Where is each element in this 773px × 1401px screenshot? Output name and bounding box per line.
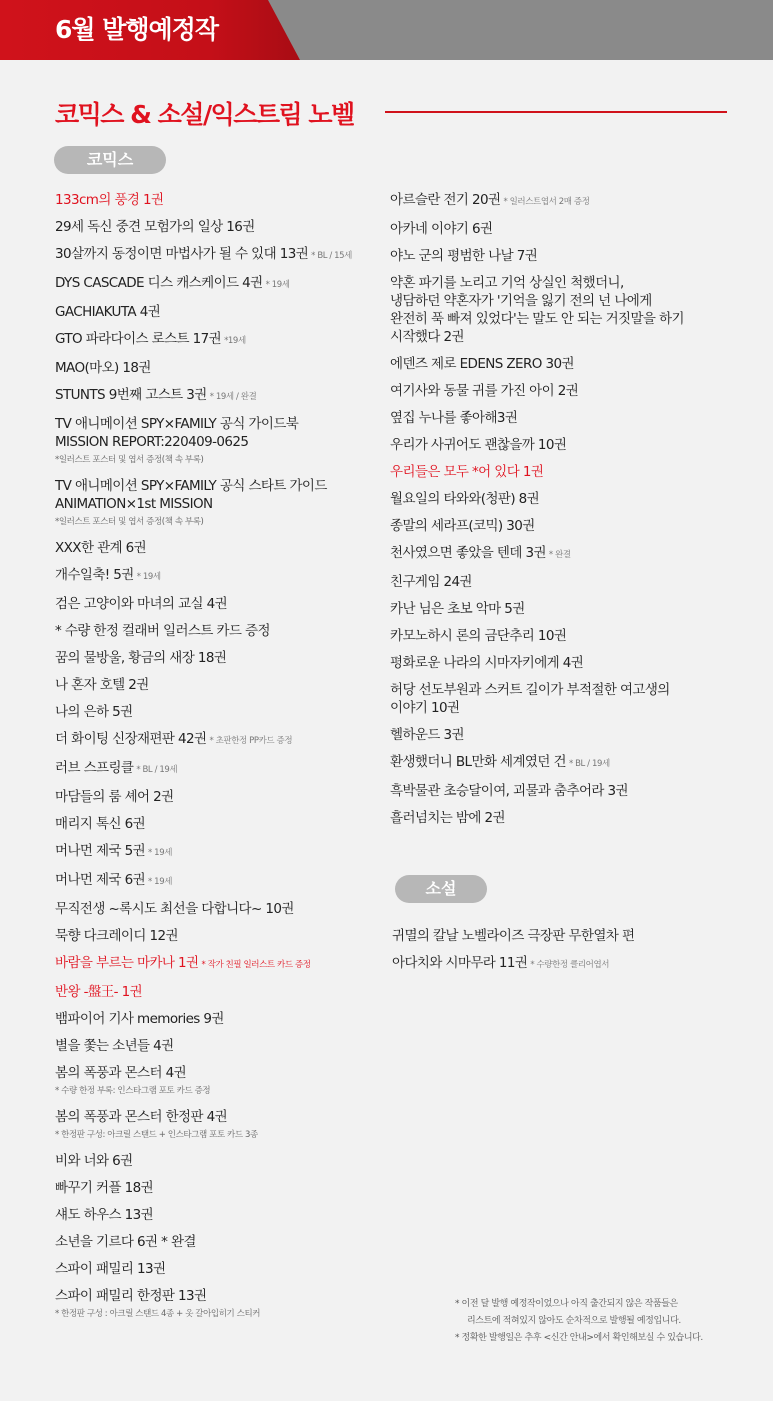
list-item bbox=[390, 187, 755, 216]
item-subnote: * 한정판 구성 : 아크릴 스탠드 4종 + 옷 갈아입히기 스티커 bbox=[55, 1309, 261, 1319]
item-title: 헬하운드 3권 bbox=[390, 727, 464, 743]
comics-category-label: 코믹스 bbox=[54, 146, 166, 174]
item-title: 흘러넘치는 밤에 2권 bbox=[390, 810, 505, 826]
item-title: 빠꾸기 커플 18권 bbox=[55, 1180, 154, 1196]
list-item bbox=[55, 672, 385, 699]
list-item bbox=[390, 722, 755, 749]
list-item bbox=[390, 623, 755, 650]
list-item bbox=[55, 1256, 385, 1283]
list-item bbox=[55, 355, 385, 382]
item-title: TV 애니메이션 SPY×FAMILY 공식 가이드북 MISSION REPORT:220409-0625 bbox=[55, 416, 299, 450]
list-item bbox=[55, 811, 385, 838]
list-item bbox=[55, 473, 385, 535]
list-item bbox=[390, 351, 755, 378]
list-item bbox=[55, 1033, 385, 1060]
list-item bbox=[390, 805, 755, 832]
comics-list-right bbox=[390, 187, 755, 832]
footnote-line: 리스트에 적혀있지 않아도 순차적으로 발행될 예정입니다. bbox=[467, 1316, 681, 1326]
item-title: 검은 고양이와 마녀의 교실 4권 bbox=[55, 596, 228, 612]
item-title: 월요일의 타와와(청판) 8권 bbox=[390, 491, 540, 507]
item-title: 소년을 기르다 6권 * 완결 bbox=[55, 1234, 196, 1250]
item-title: MAO(마오) 18권 bbox=[55, 360, 151, 376]
item-note: * 19세 bbox=[148, 877, 173, 887]
item-title: 러브 스프링클 bbox=[55, 760, 134, 776]
item-subnote: * 한정판 구성: 아크릴 스탠드 + 인스타그램 포토 카드 3종 bbox=[55, 1130, 258, 1140]
list-item bbox=[392, 923, 762, 950]
item-title: GACHIAKUTA 4권 bbox=[55, 304, 161, 320]
item-title: 나 혼자 호텔 2권 bbox=[55, 677, 149, 693]
list-item bbox=[55, 755, 385, 784]
footnote-line: * 이전 달 발행 예정작이었으나 아직 출간되지 않은 작품들은 bbox=[455, 1299, 678, 1309]
list-item bbox=[55, 1283, 385, 1327]
list-item bbox=[55, 241, 385, 270]
item-title: 우리가 사귀어도 괜찮을까 10권 bbox=[390, 437, 567, 453]
list-item bbox=[55, 299, 385, 326]
list-item bbox=[390, 378, 755, 405]
novel-list bbox=[392, 923, 762, 979]
list-item bbox=[55, 1060, 385, 1104]
list-item bbox=[55, 867, 385, 896]
list-item bbox=[390, 677, 755, 722]
item-note: * 19세 bbox=[265, 280, 290, 290]
list-item bbox=[390, 216, 755, 243]
item-title: 허당 선도부원과 스커트 길이가 부적절한 여고생의 이야기 10권 bbox=[390, 682, 670, 716]
list-item bbox=[55, 535, 385, 562]
list-item bbox=[55, 382, 385, 411]
list-item bbox=[390, 569, 755, 596]
list-item bbox=[55, 923, 385, 950]
item-title: 꿈의 물방울, 황금의 새장 18권 bbox=[55, 650, 227, 666]
item-note: * 19세 / 완결 bbox=[209, 392, 257, 402]
item-title: 야노 군의 평범한 나날 7권 bbox=[390, 248, 538, 264]
item-title: 나의 은하 5권 bbox=[55, 704, 133, 720]
list-item bbox=[55, 214, 385, 241]
item-note: * BL / 19세 bbox=[136, 765, 178, 775]
item-note: * 19세 bbox=[136, 572, 161, 582]
list-item bbox=[390, 650, 755, 677]
list-item bbox=[55, 1175, 385, 1202]
item-title: 스파이 패밀리 한정판 13권 bbox=[55, 1288, 207, 1304]
item-title: 아르슬란 전기 20권 bbox=[390, 192, 501, 208]
list-item bbox=[55, 591, 385, 618]
item-title: 별을 쫓는 소년들 4권 bbox=[55, 1038, 174, 1054]
item-title: * 수량 한정 컬래버 일러스트 카드 증정 bbox=[55, 623, 270, 639]
list-item bbox=[390, 405, 755, 432]
item-title: 귀멸의 칼날 노벨라이즈 극장판 무한열차 편 bbox=[392, 928, 635, 944]
item-title: 133cm의 풍경 1권 bbox=[55, 192, 164, 208]
item-title: 묵향 다크레이디 12권 bbox=[55, 928, 178, 944]
list-item bbox=[390, 596, 755, 623]
list-item bbox=[55, 270, 385, 299]
list-item bbox=[55, 411, 385, 473]
list-item bbox=[390, 513, 755, 540]
list-item bbox=[390, 459, 755, 486]
item-title: 섀도 하우스 13권 bbox=[55, 1207, 154, 1223]
item-title: 평화로운 나라의 시마자키에게 4권 bbox=[390, 655, 584, 671]
item-title: 여기사와 동물 귀를 가진 아이 2권 bbox=[390, 383, 579, 399]
item-title: 개수일축! 5권 bbox=[55, 567, 134, 583]
item-title: 반왕 -盤王- 1권 bbox=[55, 984, 143, 1000]
item-note: * 일러스트엽서 2매 증정 bbox=[503, 197, 590, 207]
item-title: 흑박물관 초승달이여, 괴물과 춤추어라 3권 bbox=[390, 783, 628, 799]
item-subnote: *일러스트 포스터 및 엽서 증정(책 속 부록) bbox=[55, 517, 204, 527]
item-title: 머나먼 제국 6권 bbox=[55, 872, 146, 888]
item-title: 뱀파이어 기사 memories 9권 bbox=[55, 1011, 224, 1027]
list-item bbox=[55, 1202, 385, 1229]
list-item bbox=[390, 749, 755, 778]
item-note: * BL / 19세 bbox=[568, 759, 610, 769]
list-item bbox=[55, 1229, 385, 1256]
list-item bbox=[55, 187, 385, 214]
item-title: TV 애니메이션 SPY×FAMILY 공식 스타트 가이드 ANIMATION×1st MISSION bbox=[55, 478, 327, 512]
item-title: 봄의 폭풍과 몬스터 한정판 4권 bbox=[55, 1109, 228, 1125]
list-item bbox=[390, 432, 755, 459]
item-title: 옆집 누나를 좋아해3권 bbox=[390, 410, 518, 426]
list-item bbox=[390, 243, 755, 270]
novel-category-label: 소설 bbox=[395, 875, 487, 903]
footnotes bbox=[455, 1296, 765, 1347]
item-title: 천사였으면 좋았을 텐데 3권 bbox=[390, 545, 546, 561]
list-item bbox=[55, 326, 385, 355]
item-title: 환생했더니 BL만화 세계였던 건 bbox=[390, 754, 566, 770]
item-note: * 완결 bbox=[548, 550, 571, 560]
list-item bbox=[390, 270, 755, 351]
list-item bbox=[55, 784, 385, 811]
list-item bbox=[55, 562, 385, 591]
item-note: * 19세 bbox=[148, 848, 173, 858]
item-subnote: *일러스트 포스터 및 엽서 증정(책 속 부록) bbox=[55, 455, 204, 465]
list-item bbox=[55, 1148, 385, 1175]
item-title: 친구게임 24권 bbox=[390, 574, 472, 590]
section-title: 코믹스 & 소설/익스트림 노벨 bbox=[55, 100, 354, 129]
list-item bbox=[55, 896, 385, 923]
item-title: 머나먼 제국 5권 bbox=[55, 843, 146, 859]
list-item bbox=[55, 645, 385, 672]
item-note: *19세 bbox=[224, 336, 246, 346]
item-subnote: * 수량 한정 부록: 인스타그램 포토 카드 증정 bbox=[55, 1086, 211, 1096]
footnote-line: * 정확한 발행일은 추후 <신간 안내>에서 확인해보실 수 있습니다. bbox=[455, 1333, 703, 1343]
item-title: STUNTS 9번째 고스트 3권 bbox=[55, 387, 207, 403]
list-item bbox=[55, 950, 385, 979]
item-title: 29세 독신 중견 모험가의 일상 16권 bbox=[55, 219, 255, 235]
banner-title: 6월 발행예정작 bbox=[55, 15, 218, 44]
list-item bbox=[392, 950, 762, 979]
list-item bbox=[55, 699, 385, 726]
list-item bbox=[55, 618, 385, 645]
item-title: XXX한 관계 6권 bbox=[55, 540, 147, 556]
item-title: GTO 파라다이스 로스트 17권 bbox=[55, 331, 222, 347]
item-title: 더 화이팅 신장재편판 42권 bbox=[55, 731, 207, 747]
item-title: DYS CASCADE 디스 캐스케이드 4권 bbox=[55, 275, 263, 291]
item-title: 에덴즈 제로 EDENS ZERO 30권 bbox=[390, 356, 574, 372]
item-title: 무직전생 ~록시도 최선을 다합니다~ 10권 bbox=[55, 901, 294, 917]
item-note: * 작가 친필 일러스트 카드 증정 bbox=[201, 960, 311, 970]
item-title: 종말의 세라프(코믹) 30권 bbox=[390, 518, 535, 534]
item-title: 마담들의 룸 셰어 2권 bbox=[55, 789, 174, 805]
item-title: 우리들은 모두 *어 있다 1권 bbox=[390, 464, 544, 480]
item-title: 카난 님은 초보 악마 5권 bbox=[390, 601, 525, 617]
list-item bbox=[55, 726, 385, 755]
item-note: * 초판한정 PP카드 증정 bbox=[209, 736, 293, 746]
comics-list-left bbox=[55, 187, 385, 1327]
item-title: 스파이 패밀리 13권 bbox=[55, 1261, 166, 1277]
list-item bbox=[390, 486, 755, 513]
list-item bbox=[55, 1006, 385, 1033]
item-note: * BL / 15세 bbox=[311, 251, 352, 261]
list-item bbox=[55, 838, 385, 867]
item-title: 약혼 파기를 노리고 기억 상실인 척했더니, 냉담하던 약혼자가 '기억을 잃기 전의 넌 나에게 완전히 푹 빠져 있었다'는 말도 안 되는 거짓말을 하기 시작했다 2권 bbox=[390, 275, 684, 345]
header-banner bbox=[0, 0, 773, 60]
item-title: 아카네 이야기 6권 bbox=[390, 221, 493, 237]
list-item bbox=[55, 1104, 385, 1148]
item-title: 30살까지 동정이면 마법사가 될 수 있대 13권 bbox=[55, 246, 309, 262]
item-note: * 수량한정 클리어엽서 bbox=[530, 960, 610, 970]
list-item bbox=[390, 778, 755, 805]
item-title: 아다치와 시마무라 11권 bbox=[392, 955, 528, 971]
item-title: 봄의 폭풍과 몬스터 4권 bbox=[55, 1065, 187, 1081]
item-title: 비와 너와 6권 bbox=[55, 1153, 133, 1169]
section-divider bbox=[385, 111, 727, 113]
list-item bbox=[55, 979, 385, 1006]
item-title: 매리지 톡신 6권 bbox=[55, 816, 146, 832]
item-title: 바람을 부르는 마카나 1권 bbox=[55, 955, 199, 971]
list-item bbox=[390, 540, 755, 569]
item-title: 카모노하시 론의 금단추리 10권 bbox=[390, 628, 567, 644]
